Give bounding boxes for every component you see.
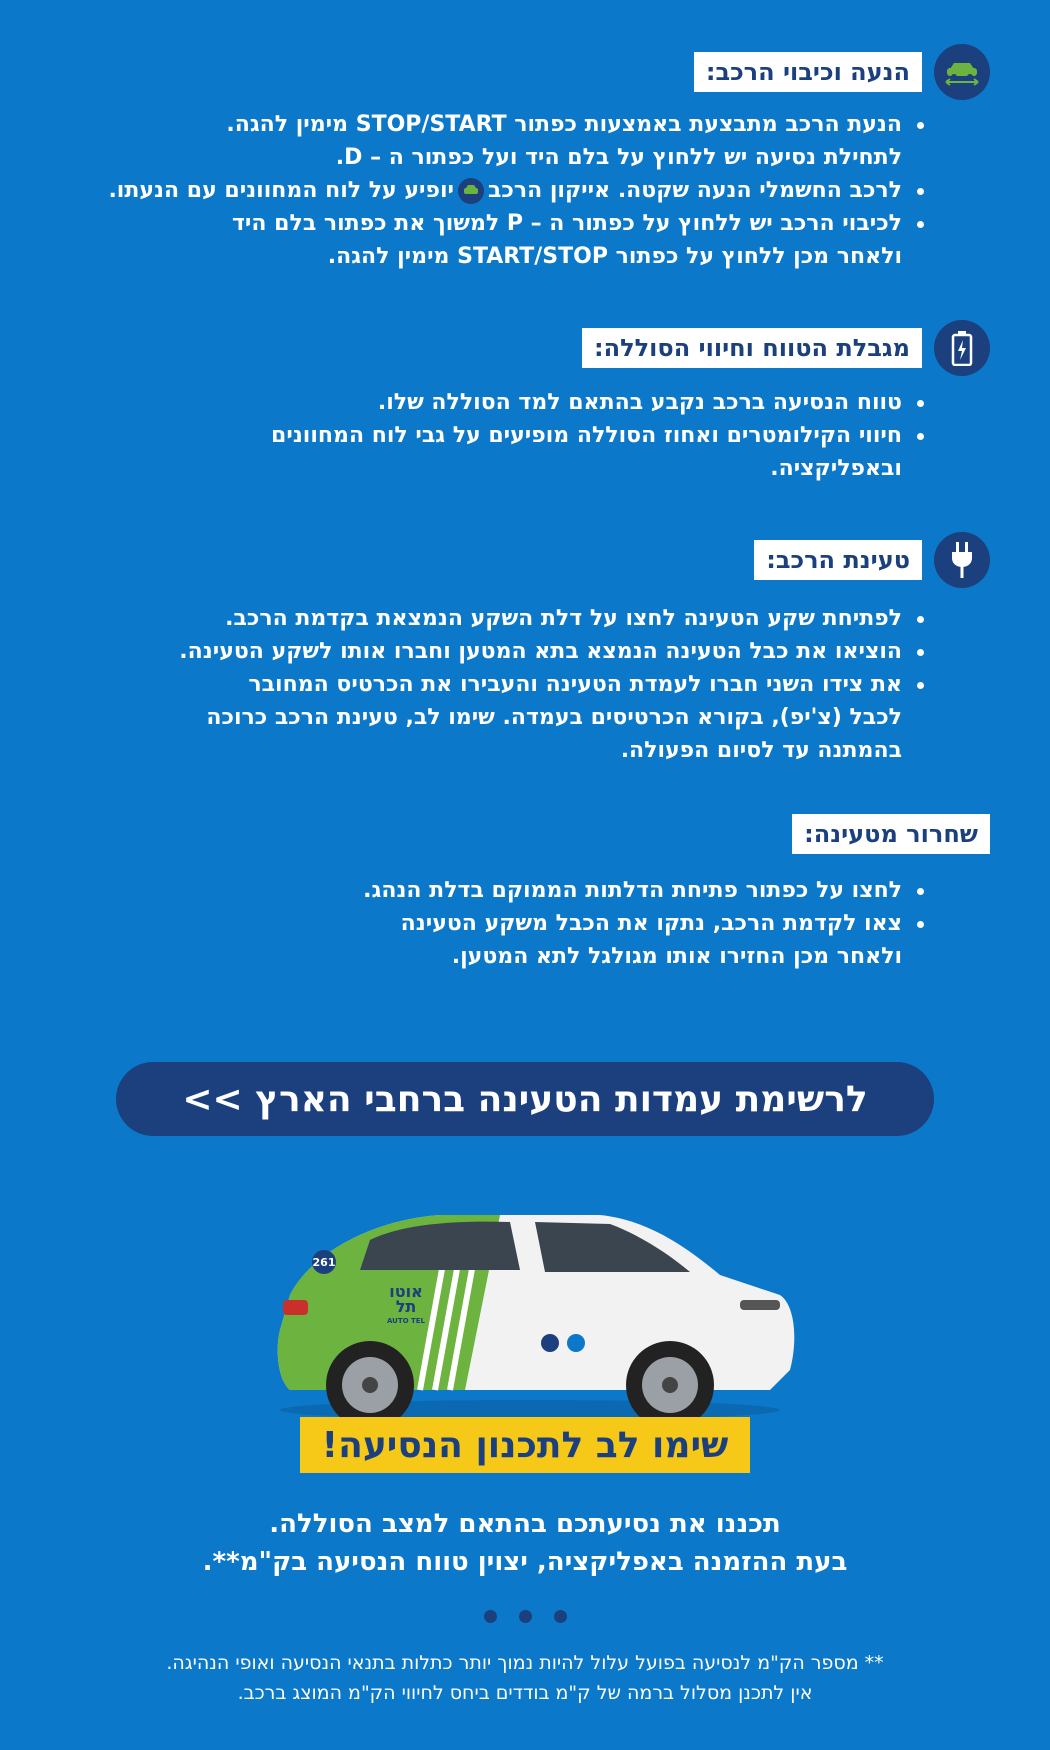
list-item: את צידו השני חברו לעמדת הטעינה והעבירו את הכרטיס המחובר לכבל (צ'יפ), בקורא הכרטיסים בעמדה. שימו לב, טעינת הרכב כרוכה בהמתנה עד לסיום הפעולה. (30, 668, 930, 767)
section-header (792, 814, 990, 854)
bullet-list (30, 108, 930, 273)
car-number-badge: 261 (312, 1250, 336, 1274)
list-item: הנעת הרכב מתבצעת באמצעות כפתור STOP/START מימין להגה. לתחילת נסיעה יש ללחוץ על בלם היד ועל כפתור ה – D. (30, 108, 930, 174)
car-status-icon (458, 178, 484, 204)
section-title: טעינת הרכב: (754, 540, 922, 580)
pagination-dot (519, 1610, 532, 1623)
list-item: לרכב החשמלי הנעה שקטה. אייקון הרכביופיע על לוח המחוונים עם הנעתו. (30, 174, 930, 207)
section-header (694, 44, 990, 100)
bullet-list (30, 386, 930, 485)
plug-icon (934, 532, 990, 588)
bullet-list (30, 602, 930, 767)
section-title: הנעה וכיבוי הרכב: (694, 52, 922, 92)
pagination-dot (484, 1610, 497, 1623)
section-header (754, 532, 990, 588)
list-item: הוציאו את כבל הטעינה הנמצא בתא המטען וחברו אותו לשקע הטעינה. (30, 635, 930, 668)
charging-stations-button[interactable]: לרשימת עמדות הטעינה ברחבי הארץ >> (116, 1062, 934, 1136)
section-title: מגבלת הטווח וחיווי הסוללה: (582, 328, 922, 368)
list-item: לפתיחת שקע הטעינה לחצו על דלת השקע הנמצאת בקדמת הרכב. (30, 602, 930, 635)
trip-planning-banner: שימו לב לתכנון הנסיעה! (300, 1417, 750, 1473)
car-arrows-icon (934, 44, 990, 100)
list-item: לכיבוי הרכב יש ללחוץ על כפתור ה – P למשוך את כפתור בלם היד ולאחר מכן ללחוץ על כפתור START/STOP מימין להגה. (30, 207, 930, 273)
list-item: חיווי הקילומטרים ואחוז הסוללה מופיעים על גבי לוח המחוונים ובאפליקציה. (30, 419, 930, 485)
section-header (582, 320, 990, 376)
section-title: שחרור מטעינה: (792, 814, 990, 854)
pagination-dot (554, 1610, 567, 1623)
battery-icon (934, 320, 990, 376)
list-item: טווח הנסיעה ברכב נקבע בהתאם למד הסוללה שלו. (30, 386, 930, 419)
bullet-list (30, 874, 930, 973)
footnote: ** מספר הק"מ לנסיעה בפועל עלול להיות נמוך יותר כתלות בתנאי הנסיעה ואופי הנהיגה. אין לתכנן מסלול ברמה של ק"מ בודדים ביחס לחיווי הק"מ המוצג ברכב. (166, 1652, 884, 1704)
car-illustration (250, 1200, 810, 1430)
list-item: לחצו על כפתור פתיחת הדלתות הממוקם בדלת הנהג. (30, 874, 930, 907)
autotel-logo: אוטו תל AUTO TEL (386, 1282, 426, 1325)
list-item: צאו לקדמת הרכב, נתקו את הכבל משקע הטעינה ולאחר מכן החזירו אותו מגולגל לתא המטען. (30, 907, 930, 973)
pagination-dots (0, 1610, 1050, 1623)
planning-text: תכננו את נסיעתכם בהתאם למצב הסוללה. בעת ההזמנה באפליקציה, יצוין טווח הנסיעה בק"מ**. (202, 1509, 848, 1577)
